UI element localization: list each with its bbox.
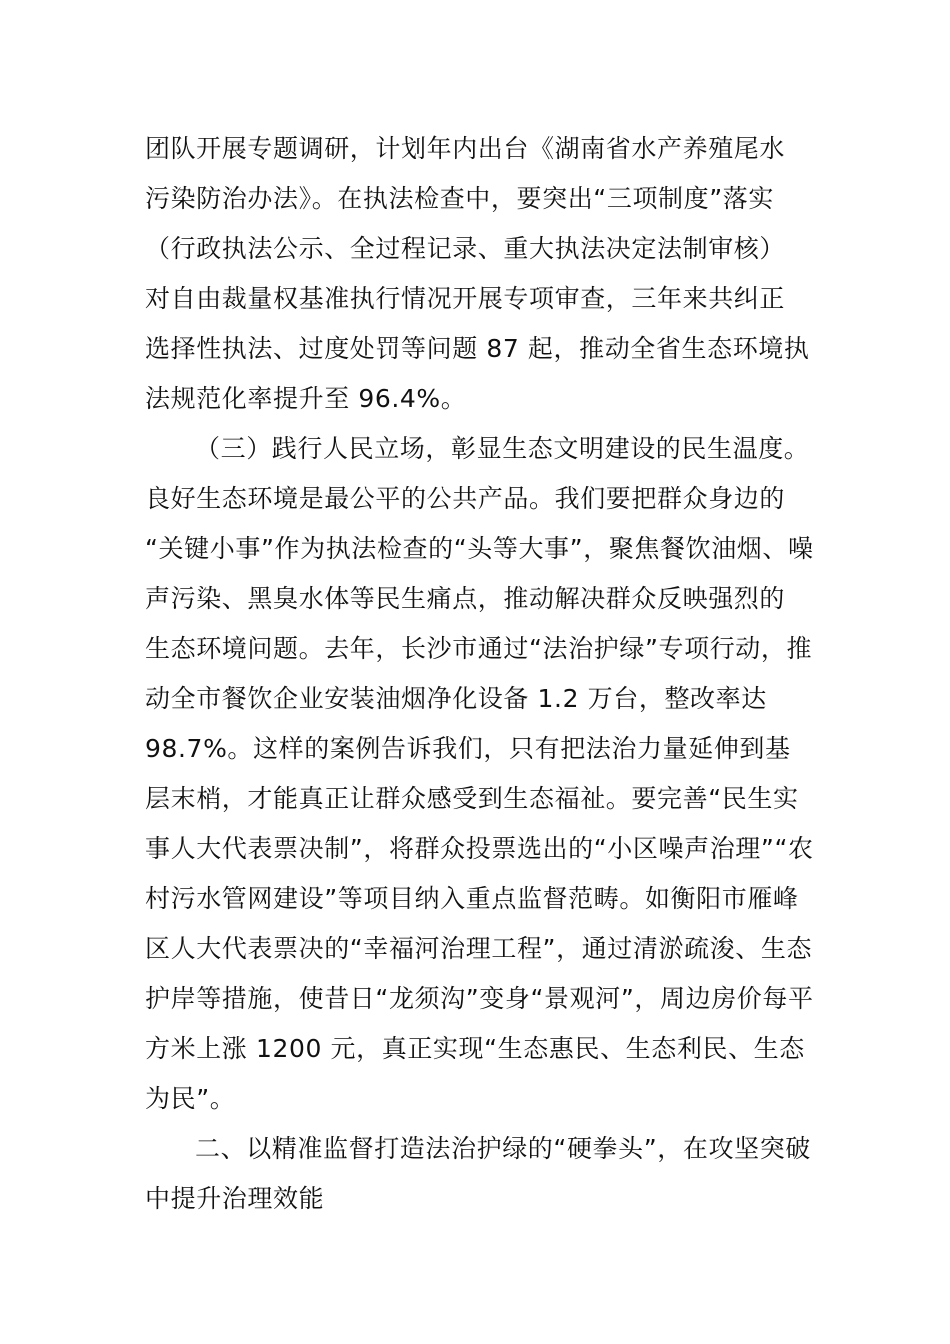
text-line: 区人大代表票决的“幸福河治理工程”，通过清淤疏浚、生态 [145, 934, 813, 963]
text-line: 声污染、黑臭水体等民生痛点，推动解决群众反映强烈的 [145, 584, 786, 613]
text-line: 方米上涨 1200 元，真正实现“生态惠民、生态利民、生态 [145, 1034, 805, 1063]
text-line: 生态环境问题。去年，长沙市通过“法治护绿”专项行动，推 [145, 634, 813, 663]
text-line: 98.7%。这样的案例告诉我们，只有把法治力量延伸到基 [145, 734, 791, 763]
text-line: 护岸等措施，使昔日“龙须沟”变身“景观河”，周边房价每平 [145, 984, 814, 1013]
chapter-heading: 二、以精准监督打造法治护绿的“硬拳头”，在攻坚突破 [195, 1134, 811, 1163]
text-line: 事人大代表票决制”，将群众投票选出的“小区噪声治理”“农 [145, 834, 814, 863]
text-line: 污染防治办法》。在执法检查中，要突出“三项制度”落实 [145, 184, 775, 213]
text-line: 选择性执法、过度处罚等问题 87 起，推动全省生态环境执 [145, 334, 810, 363]
text-line: 为民”。 [145, 1084, 236, 1113]
text-line: 法规范化率提升至 96.4%。 [145, 384, 467, 413]
text-line: “关键小事”作为执法检查的“头等大事”，聚焦餐饮油烟、噪 [145, 534, 814, 563]
text-line: （行政执法公示、全过程记录、重大执法决定法制审核） [145, 234, 786, 263]
text-line: 动全市餐饮企业安装油烟净化设备 1.2 万台，整改率达 [145, 684, 767, 713]
text-line: 村污水管网建设”等项目纳入重点监督范畴。如衡阳市雁峰 [145, 884, 799, 913]
text-line: 团队开展专题调研，计划年内出台《湖南省水产养殖尾水 [145, 134, 786, 163]
text-line: 层末梢，才能真正让群众感受到生态福祉。要完善“民生实 [145, 784, 799, 813]
text-line: 对自由裁量权基准执行情况开展专项审查，三年来共纠正 [145, 284, 786, 313]
section-heading: （三）践行人民立场，彰显生态文明建设的民生温度。 [195, 434, 810, 463]
text-line: 良好生态环境是最公平的公共产品。我们要把群众身边的 [145, 484, 786, 513]
chapter-heading-continued: 中提升治理效能 [145, 1184, 325, 1213]
